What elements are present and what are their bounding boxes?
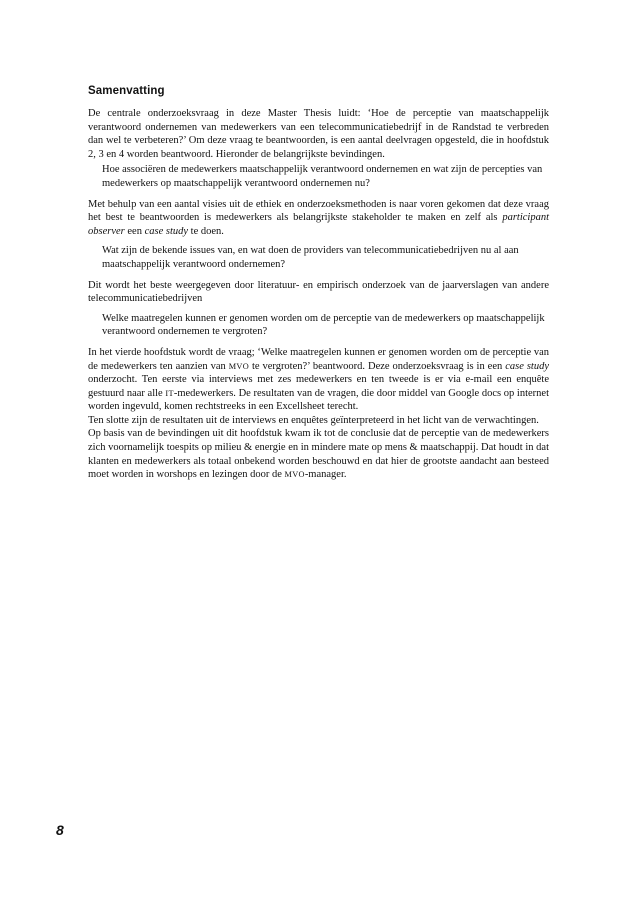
- chapter-four-text-d: -medewerkers. De resultaten van de vragen, die door middel van Google docs op internet worden ingevuld, komen rechtstreeks in een Excellsheet terecht.: [88, 387, 549, 413]
- answer-1-text-b: een: [124, 225, 145, 237]
- it-abbreviation: IT: [165, 388, 174, 398]
- chapter-four-text-c: onderzocht. Ten eerste via interviews met zes medewerkers en ten tweede is er via e-mail een enquête gestuurd naar alle: [88, 374, 549, 399]
- mvo-abbreviation-2: MVO: [284, 470, 305, 480]
- conclusion-text-b: -manager.: [304, 469, 347, 481]
- intro-paragraph: De centrale onderzoeksvraag in deze Master Thesis luidt: ‘Hoe de perceptie van maatschappelijk verantwoord ondernemen van medewerkers van een telecommunicatiebedrijf in de Randstad te verbreden dan wel te verbeteren?’ Om deze vraag te beantwoorden, is een aantal deelvragen opgesteld, die in hoofdstuk 2, 3 en 4 worden beantwoord. Hieronder de belangrijkste bevindingen.: [88, 108, 549, 160]
- answer-1-italic-case-study: case study: [144, 225, 189, 237]
- answer-1-italic-participant-observer: participant observer: [88, 212, 549, 237]
- answer-1-text-a: Met behulp van een aantal visies uit de ethiek en onderzoeksmethoden is naar voren gekomen dat deze vraag het best te beantwoorden is medewerkers als belangrijkste stakeholder te maken en zelf als: [88, 198, 549, 224]
- research-question-1: Hoe associëren de medewerkers maatschappelijk verantwoord ondernemen en wat zijn de percepties van medewerkers op maatschappelijk verantwoord ondernemen nu?: [102, 164, 543, 189]
- page-number: 8: [56, 822, 64, 838]
- chapter-four-text-a: In het vierde hoofdstuk wordt de vraag; ‘Welke maatregelen kunnen er genomen worden om de perceptie van de medewerkers ten aanzien van: [88, 346, 549, 372]
- chapter-four-paragraph: [88, 346, 549, 414]
- answer-1-text-c: te doen.: [188, 225, 224, 237]
- chapter-four-text-b: te vergroten?’ beantwoord. Deze onderzoeksvraag is in een: [248, 360, 506, 372]
- chapter-four-italic-case-study: case study: [505, 360, 549, 372]
- conclusion-text-a: Op basis van de bevindingen uit dit hoofdstuk kwam ik tot de conclusie dat de perceptie van de medewerkers zich voornamelijk toespits op milieu & energie en in mindere mate op mens & maatschappij. Dat houdt in dat klanten en medewerkers als totaal onbekend worden beschouwd en dat hier de grootste aandacht aan besteed moet worden in worshops en lezingen door de: [88, 428, 549, 481]
- conclusion-paragraph: [88, 427, 549, 481]
- section-heading: Samenvatting: [88, 85, 165, 97]
- chapter-four-summary: [88, 346, 549, 482]
- summary-section: [88, 84, 549, 488]
- research-question-2: Wat zijn de bekende issues van, en wat doen de providers van telecommunicatiebedrijven nu al aan maatschappelijk verantwoord ondernemen?: [102, 245, 519, 270]
- mvo-abbreviation: MVO: [228, 361, 249, 371]
- interpretation-sentence: Ten slotte zijn de resultaten uit de interviews en enquêtes geïnterpreteerd in het licht van de verwachtingen.: [88, 414, 539, 426]
- research-question-3: Welke maatregelen kunnen er genomen worden om de perceptie van de medewerkers op maatschappelijk verantwoord ondernemen te vergroten?: [102, 312, 545, 338]
- answer-paragraph-1: [88, 198, 549, 239]
- answer-paragraph-2: Dit wordt het beste weergegeven door literatuur- en empirisch onderzoek van de jaarverslagen van andere telecommunicatiebedrijven: [88, 279, 549, 305]
